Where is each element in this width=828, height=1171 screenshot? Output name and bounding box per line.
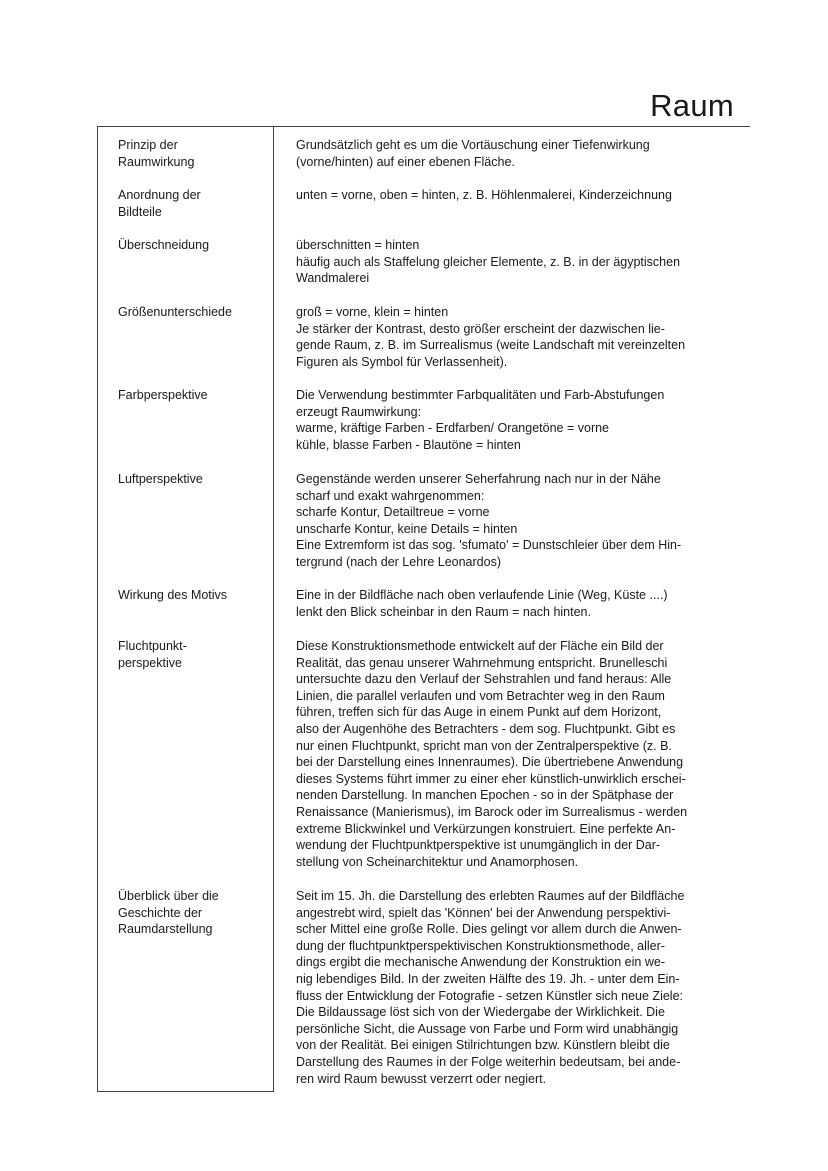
row-text-wirkung-motivs: Eine in der Bildfläche nach oben verlaufende Linie (Weg, Küste ....) lenkt den Blick scheinbar in den Raum = nach hinten.: [296, 588, 668, 619]
row-label-anordnung: Anordnung der Bildteile: [118, 188, 201, 219]
row-label-raumwirkung: Prinzip der Raumwirkung: [118, 138, 195, 169]
row-text-fluchtpunktperspektive: Diese Konstruktionsmethode entwickelt auf der Fläche ein Bild der Realität, das genau unserer Wahrnehmung entspricht. Brunelleschi untersuchte dazu den Verlauf der Sehstrahlen und fand heraus: Alle Linien, die parallel verlaufen und vom Betrachter weg in den Raum führen, treffen sich für das Auge in einem Punkt auf dem Horizont, also der Augenhöhe des Betrachters - dem sog. Fluchtpunkt. Gibt es nur einen Fluchtpunkt, spricht man von der Zentralperspektive (z. B. bei der Darstellung eines Innenraumes). Die übertriebene Anwendung dieses Systems führt immer zu einer eher künstlich-unwirklich erschei- nenden Darstellung. In manchen Epochen - so in der Spätphase der Renaissance (Manierismus), im Barock oder im Surrealismus - werden extreme Blickwinkel und Verkürzungen konstruiert. Eine perfekte An- wendung der Fluchtpunktperspektive ist unumgänglich in der Dar- stellung von Scheinarchitektur und Anamorphosen.: [296, 639, 688, 869]
row-label-geschichte-raumdarstellung: Überblick über die Geschichte der Raumdarstellung: [118, 889, 219, 937]
row-text-anordnung: unten = vorne, oben = hinten, z. B. Höhlenmalerei, Kinderzeichnung: [296, 188, 672, 202]
row-label-luftperspektive: Luftperspektive: [118, 472, 203, 486]
row-label-ueberschneidung: Überschneidung: [118, 238, 210, 252]
row-text-geschichte-raumdarstellung: Seit im 15. Jh. die Darstellung des erlebten Raumes auf der Bildfläche angestrebt wird, spielt das 'Können' bei der Anwendung perspektivi- scher Mittel eine große Rolle. Dies gelingt vor allem durch die Anwen- dung der fluchtpunktperspektivischen Konstruktionsmethode, aller- dings ergibt die mechanische Anwendung der Konstruktion ein we- nig lebendiges Bild. In der zweiten Hälfte des 19. Jh. - unter dem Ein- fluss der Entwicklung der Fotografie - setzen Künstler sich neue Ziele: Die Bildaussage löst sich von der Wiedergabe der Wirklichkeit. Die persönliche Sicht, die Aussage von Farbe und Form wird unabhängig von der Realität. Bei einigen Stilrichtungen bzw. Künstlern bleibt die Darstellung des Raumes in der Folge weiterhin bedeutsam, bei ande- ren wird Raum bewusst verzerrt oder negiert.: [296, 889, 685, 1086]
row-label-fluchtpunktperspektive: Fluchtpunkt- perspektive: [118, 639, 187, 670]
row-text-luftperspektive: Gegenstände werden unserer Seherfahrung nach nur in der Nähe scharf und exakt wahrgenommen: scharfe Kontur, Detailtreue = vorne unscharfe Kontur, keine Details = hinten Eine Extremform ist das sog. 'sfumato' = Dunstschleier über dem Hin- tergrund (nach der Lehre Leonardos): [296, 472, 682, 569]
row-label-groessenunterschiede: Größenunterschiede: [118, 305, 232, 319]
row-label-wirkung-motivs: Wirkung des Motivs: [118, 588, 228, 602]
title-underline: [274, 126, 750, 127]
row-label-farbperspektive: Farbperspektive: [118, 388, 208, 402]
label-column-frame: [97, 126, 274, 1092]
page-title: Raum: [650, 88, 734, 123]
row-text-farbperspektive: Die Verwendung bestimmter Farbqualitäten und Farb-Abstufungen erzeugt Raumwirkung: warme, kräftige Farben - Erdfarben/ Orangetöne = vorne kühle, blasse Farben - Blautöne = hinten: [296, 388, 665, 452]
row-text-groessenunterschiede: groß = vorne, klein = hinten Je stärker der Kontrast, desto größer erscheint der dazwischen lie- gende Raum, z. B. im Surrealismus (weite Landschaft mit vereinzelten Figuren als Symbol für Verlassenheit).: [296, 305, 686, 369]
row-text-ueberschneidung: überschnitten = hinten häufig auch als Staffelung gleicher Elemente, z. B. in der ägyptischen Wandmalerei: [296, 238, 681, 286]
row-text-raumwirkung: Grundsätzlich geht es um die Vortäuschung einer Tiefenwirkung (vorne/hinten) auf einer ebenen Fläche.: [296, 138, 650, 169]
